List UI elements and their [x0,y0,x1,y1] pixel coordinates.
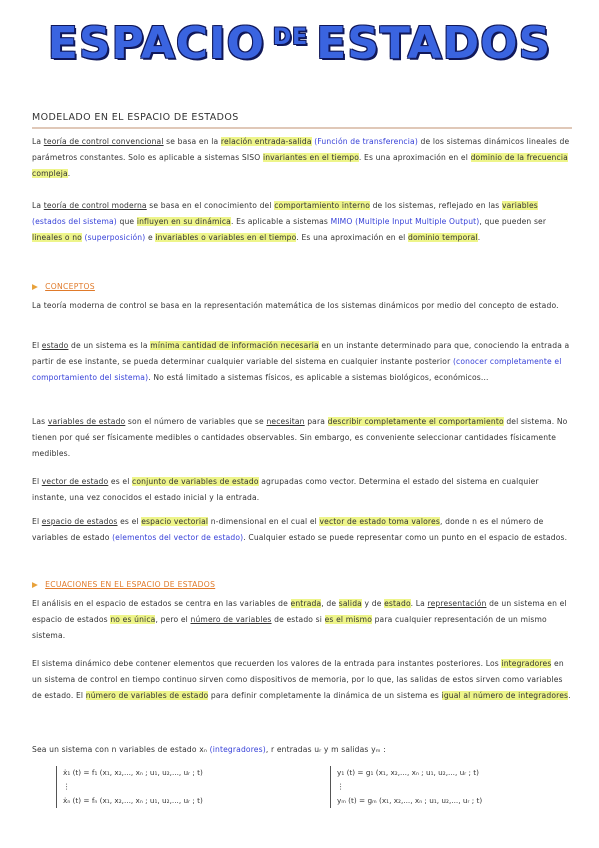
page-title [0,18,599,69]
title-word-2: DE [272,25,309,50]
state-equation-first: ẋ₁ (t) = f₁ (x₁, x₂,..., xₙ ; u₁, u₂,..., uᵣ ; t) [63,768,203,777]
paragraph-vector-estado: El vector de estado es el conjunto de variables de estado agrupadas como vector. Determina el estado del sistema en cualquier instante, una vez conocidos el estado inicial y la entrada. [32,477,539,502]
paragraph-sistema: Sea un sistema con n variables de estado xₙ (integradores), r entradas uᵣ y m salidas yₘ : [32,745,386,754]
output-equation-last: yₘ (t) = gₘ (x₁, x₂,..., xₙ ; u₁, u₂,..., uᵣ ; t) [337,796,483,805]
output-equations [330,766,482,808]
output-equation-first: y₁ (t) = g₁ (x₁, x₂,..., xₙ ; u₁, u₂,..., uᵣ ; t) [337,768,479,777]
title-word-3: ESTADOS [316,18,552,69]
triangle-bullet-icon: ▶ [32,282,39,291]
state-equation-last: ẋₙ (t) = fₙ (x₁, x₂,..., xₙ ; u₁, u₂,..., uᵣ ; t) [63,796,203,805]
triangle-bullet-icon: ▶ [32,580,39,589]
paragraph-variables-estado: Las variables de estado son el número de variables que se necesitan para describir completamente el comportamiento del sistema. No tienen por qué ser físicamente medibles o cantidades observables. Sin embargo, es conveniente seleccionar cantidades físicamente medibles. [32,417,568,458]
subheading-ecuaciones: ▶ ECUACIONES EN EL ESPACIO DE ESTADOS [32,580,216,589]
paragraph-analisis: El análisis en el espacio de estados se centra en las variables de entrada, de salida y de estado. La representación de un sistema en el espacio de estados no es única, pero el número de variables de estado si es el mismo para cualquier representación de un mismo sistema. [32,599,567,640]
paragraph-concepts-intro: La teoría moderna de control se basa en la representación matemática de los sistemas dinámicos por medio del concepto de estado. [32,301,559,310]
paragraph-integradores: El sistema dinámico debe contener elementos que recuerden los valores de la entrada para instantes posteriores. Los integradores en un sistema de control en tiempo continuo sirven como dispositivos de memoria, por lo que, las salidas de estos sirven como variables de estado. El número de variables de estado para definir completamente la dinámica de un sistema es igual al número de integradores. [32,659,571,700]
paragraph-estado: El estado de un sistema es la mínima cantidad de información necesaria en un instante determinado para que, conociendo la entrada a partir de ese instante, se pueda determinar cualquier variable del sistema en cualquier instante posterior (conocer completamente el comportamiento del sistema). No está limitado a sistemas físicos, es aplicable a sistemas biológicos, económicos... [32,341,570,382]
section-heading: MODELADO EN EL ESPACIO DE ESTADOS [32,112,572,129]
output-equation-ellipsis: ⋮ [337,782,345,791]
paragraph-conventional-control: La teoría de control convencional se basa en la relación entrada-salida (Función de transferencia) de los sistemas dinámicos lineales de parámetros constantes. Solo es aplicable a sistemas SISO invariantes en el tiempo. Es una aproximación en el dominio de la frecuencia compleja. [32,137,570,178]
paragraph-modern-control: La teoría de control moderna se basa en el conocimiento del comportamiento interno de los sistemas, reflejado en las variables (estados del sistema) que influyen en su dinámica. Es aplicable a sistemas MIMO (Multiple Input Multiple Output), que pueden ser lineales o no (superposición) e invariables o variables en el tiempo. Es una aproximación en el dominio temporal. [32,201,547,242]
state-equation-ellipsis: ⋮ [63,782,71,791]
state-equations [56,766,203,808]
subheading-conceptos: ▶ CONCEPTOS [32,282,95,291]
title-word-1: ESPACIO [47,18,265,69]
paragraph-espacio-estados: El espacio de estados es el espacio vectorial n-dimensional en el cual el vector de estado toma valores, donde n es el número de variables de estado (elementos del vector de estado). Cualquier estado se puede representar como un punto en el espacio de estados. [32,517,568,542]
